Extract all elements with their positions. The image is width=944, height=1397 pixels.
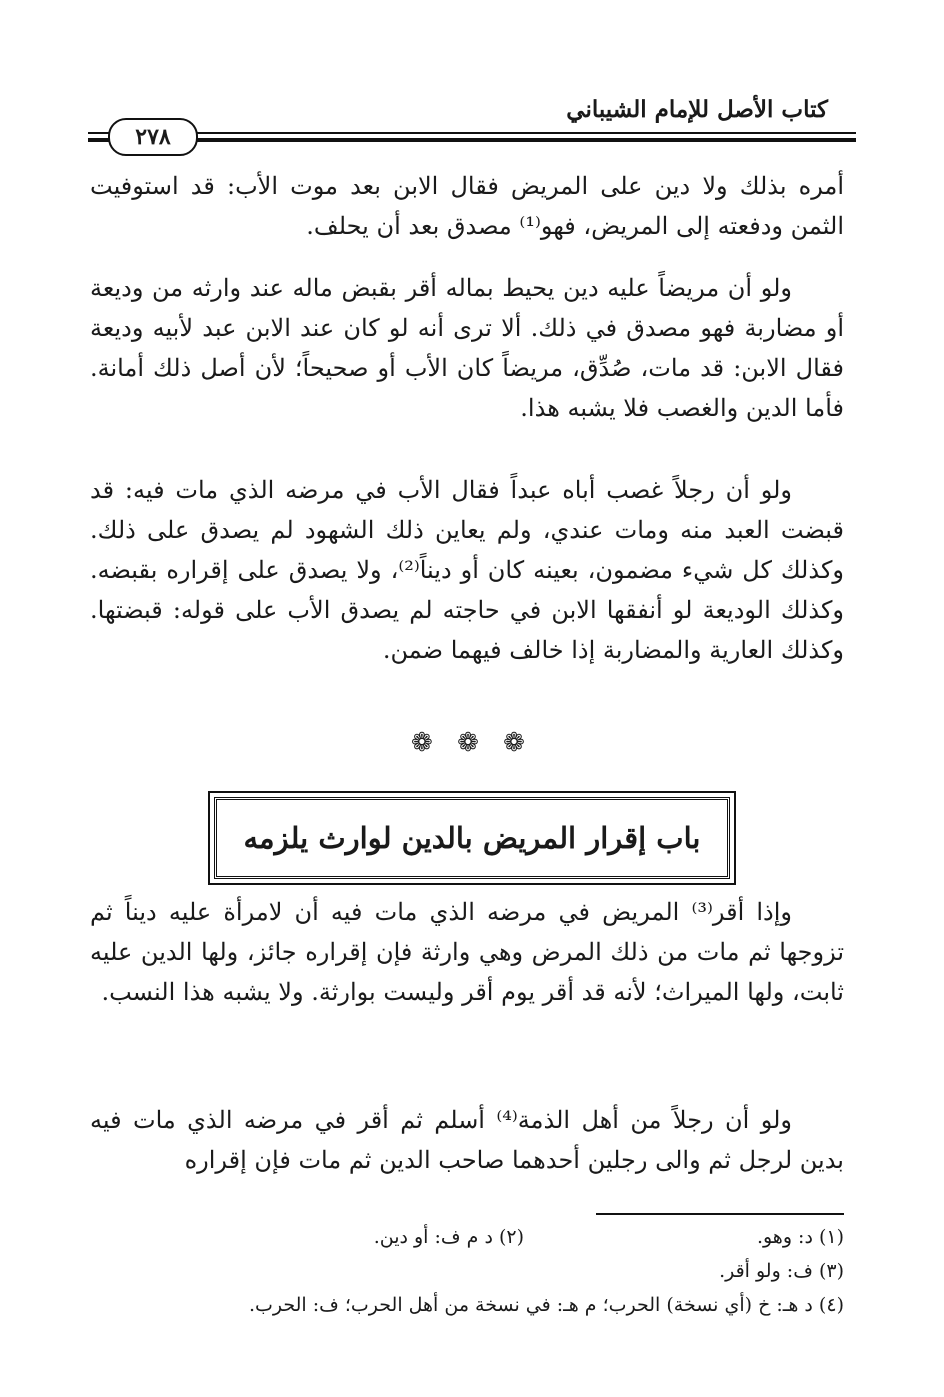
page-number: ٢٧٨ (108, 118, 198, 156)
footnote-1: (١) د: وهو. (756, 1226, 844, 1248)
paragraph-1: أمره بذلك ولا دين على المريض فقال الابن بعد موت الأب: قد استوفيت الثمن ودفعته إلى المريض، فهو⁽¹⁾ مصدق بعد أن يحلف. (90, 172, 844, 240)
header-rule-thin (88, 132, 856, 134)
section-ornament: ❁ ❁ ❁ (411, 728, 533, 758)
footnote-2: (٢) د م ف: أو دين. (373, 1226, 524, 1248)
running-header-title: كتاب الأصل للإمام الشيباني (566, 96, 828, 123)
footnote-3: (٣) ف: ولو أقر. (719, 1260, 844, 1282)
footnote-separator (596, 1213, 844, 1215)
paragraph-5: ولو أن رجلاً من أهل الذمة⁽⁴⁾ أسلم ثم أقر في مرضه الذي مات فيه بدين لرجل ثم والى رجلين أحدهما صاحب الدين ثم مات فإن إقراره (90, 1106, 844, 1174)
paragraph-2: ولو أن مريضاً عليه دين يحيط بماله أقر بقبض ماله عند وارثه من وديعة أو مضاربة فهو مصدق في ذلك. ألا ترى أنه لو كان عند الابن عبد لأبيه وديعة فقال الابن: قد مات، صُدِّق، مريضاً كان الأب أو صحيحاً؛ لأن أصل ذلك أمانة. فأما الدين والغصب فلا يشبه هذا. (90, 274, 844, 422)
header-rule-thick (88, 138, 856, 142)
paragraph-3: ولو أن رجلاً غصب أباه عبداً فقال الأب في مرضه الذي مات فيه: قد قبضت العبد منه ومات عندي، ولم يعاين ذلك الشهود لم يصدق على ذلك. وكذلك كل شيء مضمون، بعينه كان أو ديناً⁽²⁾، ولا يصدق على إقراره بقبضه. وكذلك الوديعة لو أنفقها الابن في حاجته لم يصدق الأب على قوله: قبضتها. وكذلك العارية والمضاربة إذا خالف فيهما ضمن. (90, 476, 844, 664)
footnote-4: (٤) د هـ: خ (أي نسخة) الحرب؛ م هـ: في نسخة من أهل الحرب؛ ف: الحرب. (248, 1294, 844, 1316)
paragraph-4: وإذا أقر⁽³⁾ المريض في مرضه الذي مات فيه أن لامرأة عليه ديناً ثم تزوجها ثم مات من ذلك المرض وهي وارثة فإن إقراره جائز، ولها الدين عليه ثابت، ولها الميراث؛ لأنه قد أقر يوم أقر وليست بوارثة. ولا يشبه هذا النسب. (90, 898, 844, 1006)
chapter-title-box: باب إقرار المريض بالدين لوارث يلزمه (214, 797, 730, 879)
